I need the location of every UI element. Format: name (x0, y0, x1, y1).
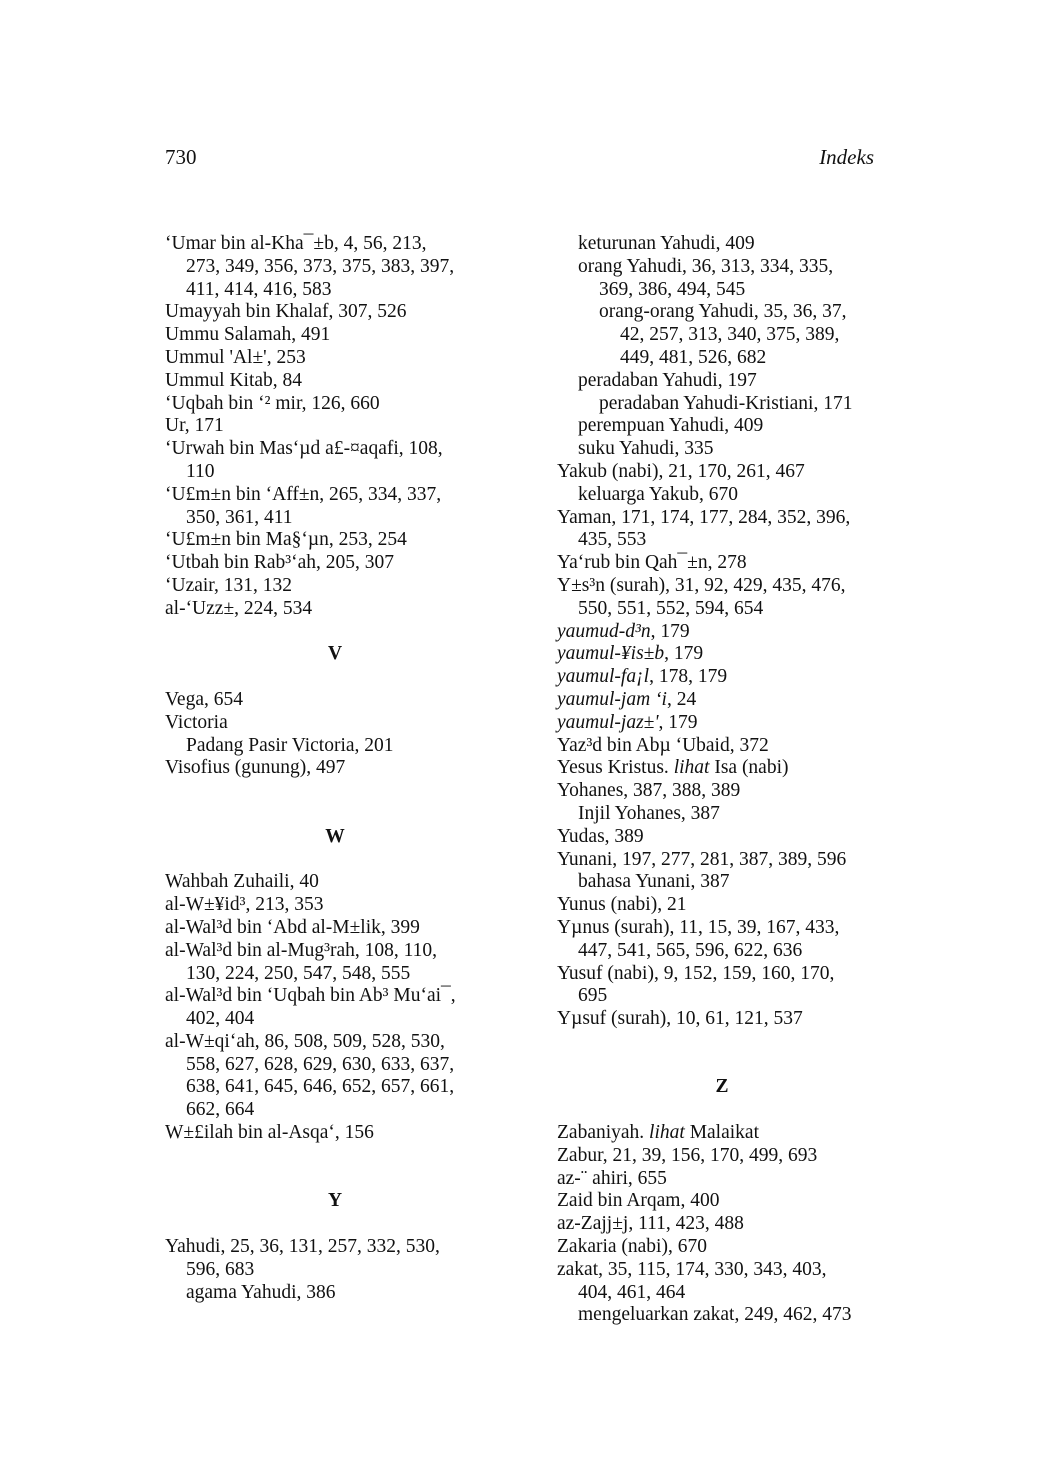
index-entry-cont: 558, 627, 628, 629, 630, 633, 637, (186, 1053, 455, 1075)
index-entry: Ya‘rub bin Qah¯±n, 278 (557, 552, 747, 574)
index-entry: zakat, 35, 115, 174, 330, 343, 403, (557, 1258, 827, 1280)
index-entry-cont: 596, 683 (186, 1258, 255, 1280)
index-entry: Victoria (165, 711, 228, 733)
index-entry-italic (557, 666, 887, 689)
index-entry-crossref (557, 757, 887, 780)
index-subentry: keluarga Yakub, 670 (578, 483, 738, 505)
index-entry: ‘Uqbah bin ‘² mir, 126, 660 (165, 392, 380, 414)
index-subentry: agama Yahudi, 386 (186, 1281, 336, 1303)
index-entry: Yµsuf (surah), 10, 61, 121, 537 (557, 1008, 803, 1030)
index-column-right (557, 233, 887, 1327)
index-entry-cont: 662, 664 (186, 1099, 255, 1121)
index-entry: Yusuf (nabi), 9, 152, 159, 160, 170, (557, 962, 835, 984)
index-entry-cont: 110 (186, 460, 215, 482)
index-entry-cont: 638, 641, 645, 646, 652, 657, 661, (186, 1076, 455, 1098)
italic-term: yaumul-jam ‘i (557, 688, 667, 710)
lihat-label: lihat (673, 757, 710, 779)
index-entry: Yunus (nabi), 21 (557, 894, 687, 916)
index-entry-cont: 369, 386, 494, 545 (599, 278, 746, 300)
index-entry: al-W±qi‘ah, 86, 508, 509, 528, 530, (165, 1030, 445, 1052)
index-entry-cont: 350, 361, 411 (186, 506, 293, 528)
index-entry: Yahudi, 25, 36, 131, 257, 332, 530, (165, 1236, 440, 1258)
index-entry-cont: 447, 541, 565, 596, 622, 636 (578, 939, 803, 961)
index-entry: Ummul Kitab, 84 (165, 369, 303, 391)
index-entry: al-W±¥id³, 213, 353 (165, 894, 324, 916)
index-subsubentry: peradaban Yahudi-Kristiani, 171 (599, 392, 853, 414)
index-entry-italic (557, 643, 887, 666)
index-subentry: Padang Pasir Victoria, 201 (186, 734, 394, 756)
index-entry-italic (557, 712, 887, 735)
index-entry: Zaid bin Arqam, 400 (557, 1190, 720, 1212)
index-entry-cont: 130, 224, 250, 547, 548, 555 (186, 962, 411, 984)
index-entry: Y±s³n (surah), 31, 92, 429, 435, 476, (557, 574, 846, 596)
index-entry: ‘U£m±n bin Ma§‘µn, 253, 254 (165, 529, 407, 551)
index-subentry: Injil Yohanes, 387 (578, 802, 720, 824)
index-entry: az-Zajj±j, 111, 423, 488 (557, 1213, 744, 1235)
index-entry: Visofius (gunung), 497 (165, 757, 346, 779)
index-subentry: orang Yahudi, 36, 313, 334, 335, (578, 255, 834, 277)
page-refs: , 179 (650, 620, 690, 642)
section-letter-y: Y (327, 1190, 343, 1212)
page-refs: , 178, 179 (649, 666, 728, 688)
page-refs: , 179 (664, 643, 704, 665)
index-entry: Zabur, 21, 39, 156, 170, 499, 693 (557, 1144, 818, 1166)
crossref-term: Zabaniyah. (557, 1122, 650, 1144)
index-column-left (165, 233, 505, 1304)
index-entry: ‘U£m±n bin ‘Aff±n, 265, 334, 337, (165, 483, 442, 505)
index-entry-cont: 449, 481, 526, 682 (620, 346, 767, 368)
index-entry: al-Wal³d bin ‘Uqbah bin Ab³ Mu‘ai¯, (165, 985, 456, 1007)
index-entry: Yohanes, 387, 388, 389 (557, 780, 741, 802)
index-subentry: perempuan Yahudi, 409 (578, 415, 764, 437)
crossref-target: Malaikat (684, 1122, 759, 1144)
index-entry: ‘Urwah bin Mas‘µd a£-¤aqafi, 108, (165, 438, 443, 460)
index-entry: ‘Uzair, 131, 132 (165, 574, 293, 596)
lihat-label: lihat (649, 1122, 685, 1144)
index-entry: al-‘Uzz±, 224, 534 (165, 597, 313, 619)
index-subentry: mengeluarkan zakat, 249, 462, 473 (578, 1304, 852, 1326)
index-subentry: suku Yahudi, 335 (578, 438, 714, 460)
index-entry-italic (557, 689, 887, 712)
index-entry-cont: 404, 461, 464 (578, 1281, 686, 1303)
section-letter-w: W (325, 825, 345, 847)
section-letter-v: V (327, 643, 343, 665)
index-subentry: bahasa Yunani, 387 (578, 871, 730, 893)
page-refs: , 24 (666, 688, 697, 710)
index-entry: Ur, 171 (165, 415, 224, 437)
index-entry-cont: 550, 551, 552, 594, 654 (578, 597, 764, 619)
index-entry: Vega, 654 (165, 688, 243, 710)
index-entry-italic (557, 621, 887, 644)
index-entry: Ummu Salamah, 491 (165, 324, 331, 346)
index-entry-crossref (557, 1122, 887, 1145)
index-entry: Zakaria (nabi), 670 (557, 1236, 707, 1258)
index-entry: Yaman, 171, 174, 177, 284, 352, 396, (557, 506, 851, 528)
index-entry: W±£ilah bin al-Asqa‘, 156 (165, 1122, 374, 1144)
index-entry: al-Wal³d bin al-Mug³rah, 108, 110, (165, 939, 438, 961)
crossref-term: Yesus Kristus. (557, 757, 674, 779)
index-entry-cont: 273, 349, 356, 373, 375, 383, 397, (186, 255, 455, 277)
index-entry: ‘Utbah bin Rab³‘ah, 205, 307 (165, 552, 394, 574)
index-entry: Wahbah Zuhaili, 40 (165, 871, 319, 893)
index-entry: Yµnus (surah), 11, 15, 39, 167, 433, (557, 916, 840, 938)
italic-term: yaumul-fa¡l (557, 666, 650, 688)
index-entry: Yaz³d bin Abµ ‘Ubaid, 372 (557, 734, 769, 756)
index-entry-cont: 695 (578, 985, 608, 1007)
index-entry: ‘Umar bin al-Kha¯±b, 4, 56, 213, (165, 233, 427, 254)
index-entry: al-Wal³d bin ‘Abd al-M±lik, 399 (165, 916, 420, 938)
section-letter-z: Z (715, 1076, 729, 1098)
italic-term: yaumul-¥is±b (557, 643, 665, 665)
index-entry: Yudas, 389 (557, 825, 644, 847)
index-entry: Ummul 'Al±', 253 (165, 346, 306, 368)
crossref-target: Isa (nabi) (709, 757, 789, 779)
page-refs: , 179 (658, 711, 698, 733)
index-entry-cont: 402, 404 (186, 1008, 255, 1030)
index-subentry: peradaban Yahudi, 197 (578, 369, 757, 391)
index-entry: az-¨ ahiri, 655 (557, 1167, 667, 1189)
index-subsubentry: orang-orang Yahudi, 35, 36, 37, (599, 301, 847, 323)
index-subentry: keturunan Yahudi, 409 (578, 233, 755, 254)
index-entry-cont: 411, 414, 416, 583 (186, 278, 332, 300)
index-entry: Umayyah bin Khalaf, 307, 526 (165, 301, 407, 323)
index-entry: Yunani, 197, 277, 281, 387, 389, 596 (557, 848, 847, 870)
index-entry-cont: 42, 257, 313, 340, 375, 389, (620, 324, 840, 346)
page-number: 730 (165, 145, 197, 169)
italic-term: yaumud-d³n (557, 620, 651, 642)
running-title: Indeks (819, 145, 874, 169)
index-entry-cont: 435, 553 (578, 529, 647, 551)
italic-term: yaumul-jaz±' (557, 711, 659, 733)
index-entry: Yakub (nabi), 21, 170, 261, 467 (557, 460, 805, 482)
